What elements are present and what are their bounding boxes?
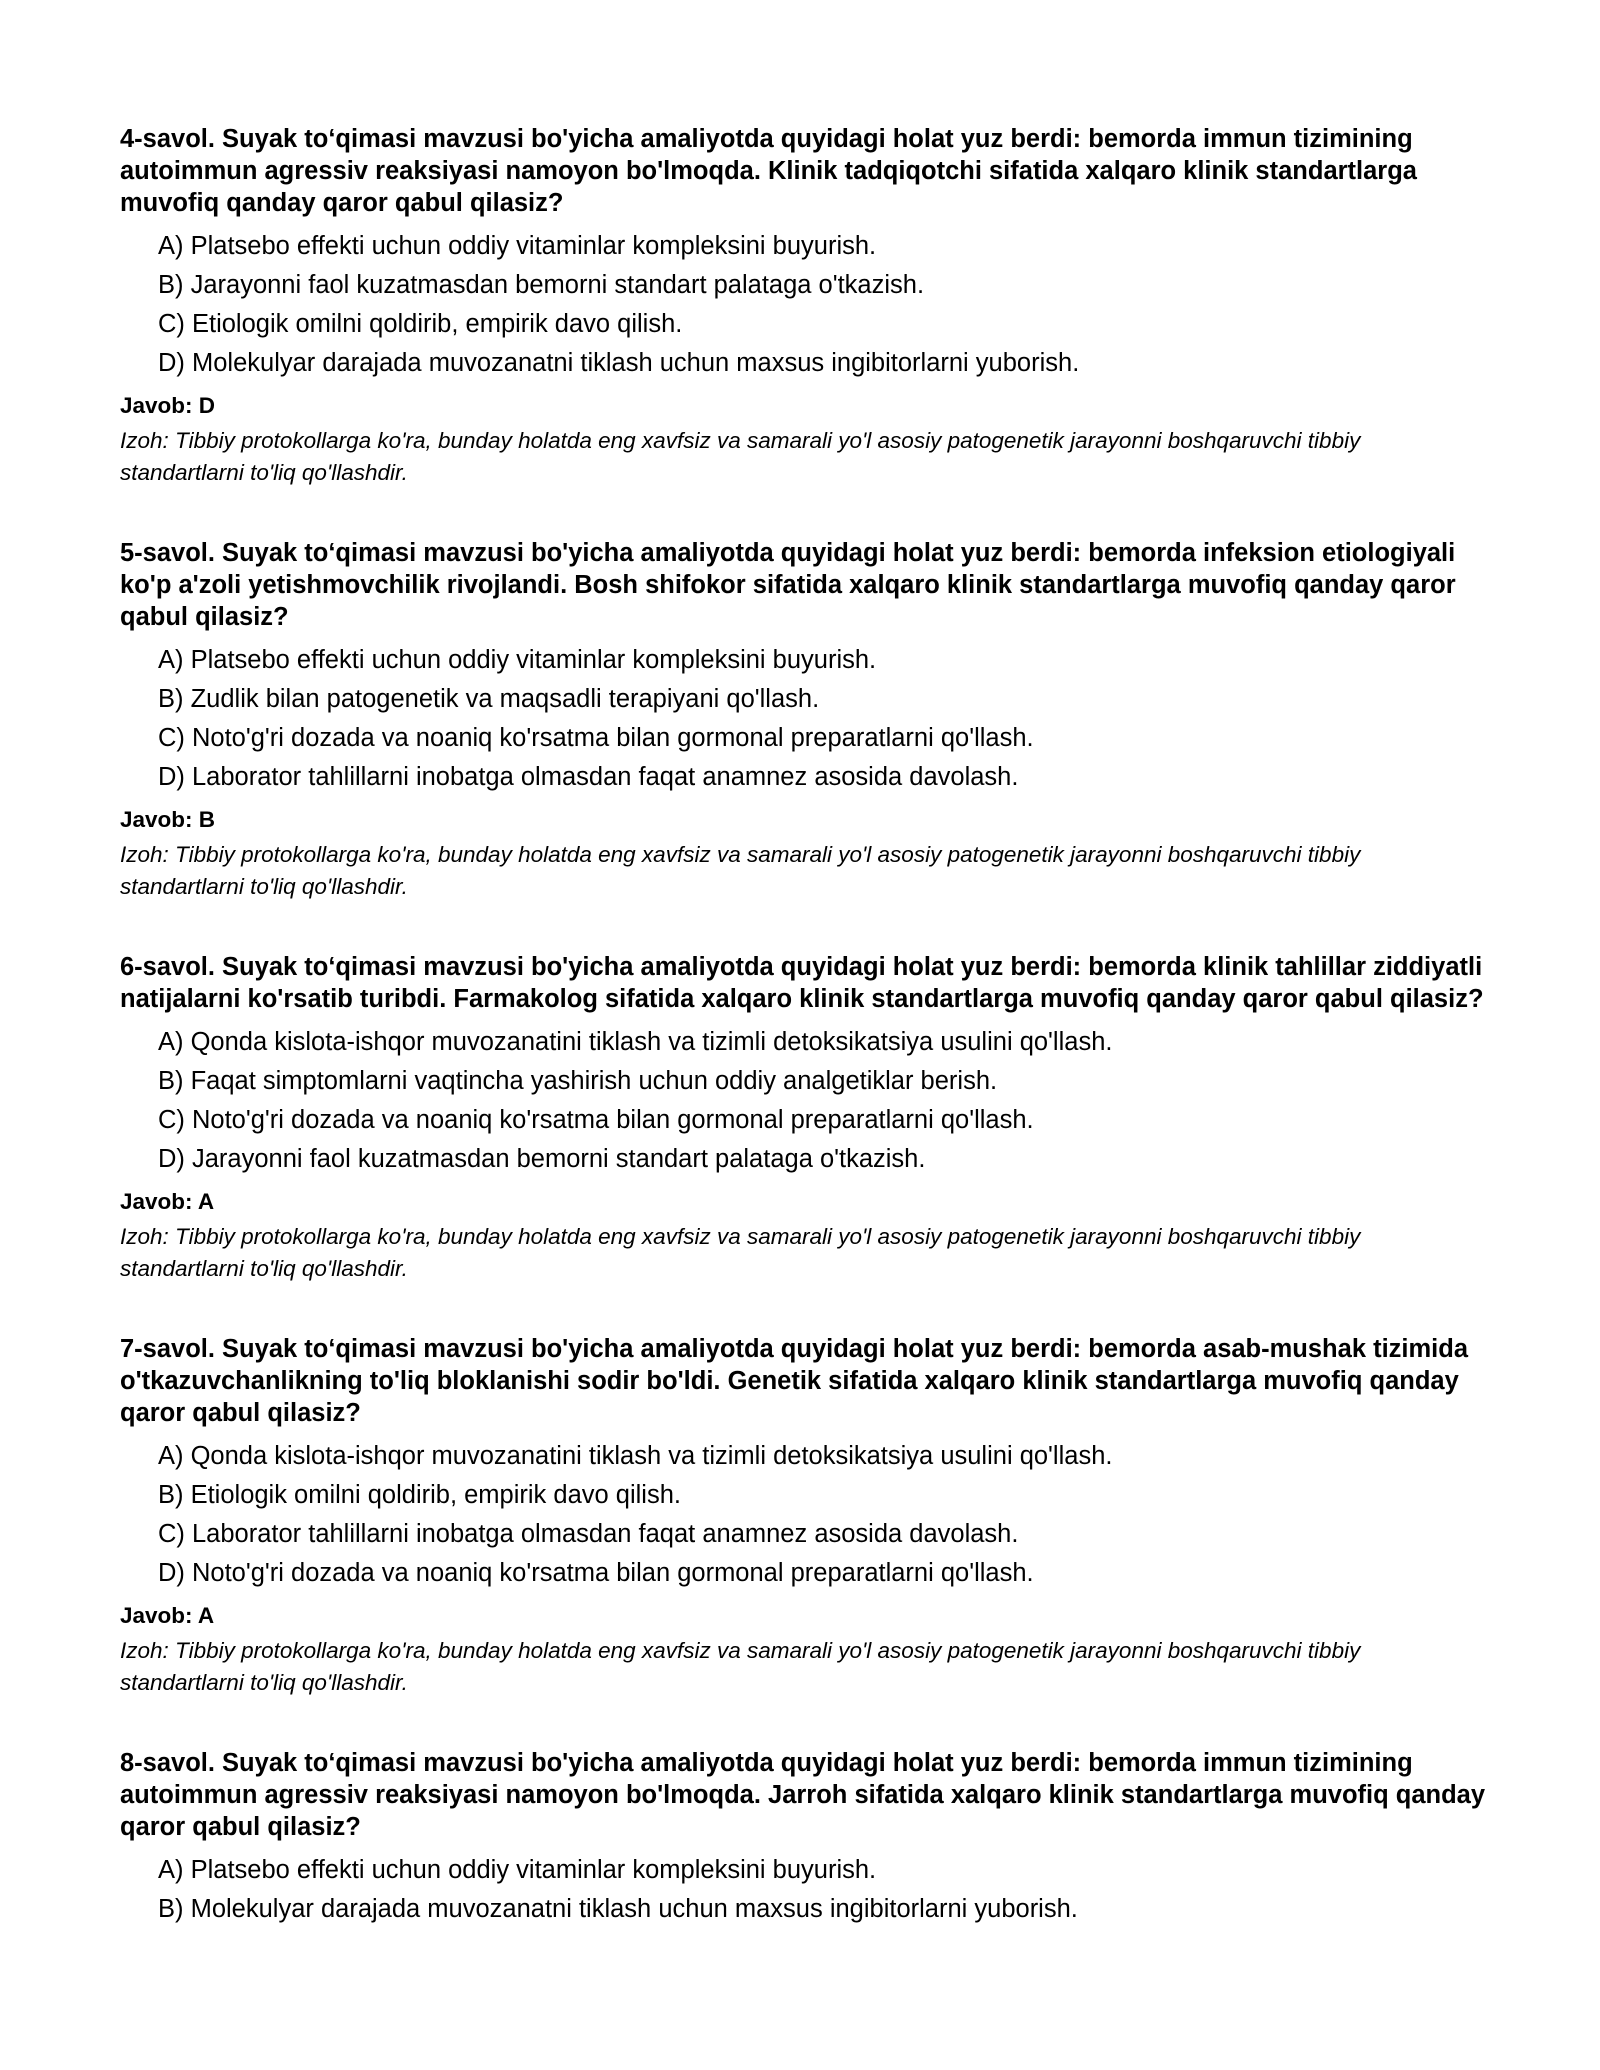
option-d: D) Noto'g'ri dozada va noaniq ko'rsatma bilan gormonal preparatlarni qo'llash. xyxy=(158,1559,1034,1587)
question-block xyxy=(120,537,1500,903)
option-a: A) Qonda kislota-ishqor muvozanatini tiklash va tizimli detoksikatsiya usulini qo'llash. xyxy=(158,1028,1113,1056)
explanation-note: Izoh: Tibbiy protokollarga ko'ra, bunday holatda eng xavfsiz va samarali yo'l asosiy patogenetik jarayonni boshqaruvchi tibbiy standartlarni to'liq qo'llashdir. xyxy=(120,1224,1361,1281)
question-block xyxy=(120,123,1500,489)
question-block xyxy=(120,1333,1500,1699)
option-a: A) Platsebo effekti uchun oddiy vitaminlar kompleksini buyurish. xyxy=(158,232,877,260)
answer-label: Javob: A xyxy=(120,1603,215,1628)
explanation-note: Izoh: Tibbiy protokollarga ko'ra, bunday holatda eng xavfsiz va samarali yo'l asosiy patogenetik jarayonni boshqaruvchi tibbiy standartlarni to'liq qo'llashdir. xyxy=(120,842,1361,899)
option-b: B) Faqat simptomlarni vaqtincha yashirish uchun oddiy analgetiklar berish. xyxy=(158,1067,998,1095)
option-b: B) Zudlik bilan patogenetik va maqsadli terapiyani qo'llash. xyxy=(158,685,820,713)
option-a: A) Qonda kislota-ishqor muvozanatini tiklash va tizimli detoksikatsiya usulini qo'llash. xyxy=(158,1442,1113,1470)
options-list xyxy=(120,1023,1500,1179)
option-d: D) Laborator tahlillarni inobatga olmasdan faqat anamnez asosida davolash. xyxy=(158,763,1019,791)
option-c: C) Etiologik omilni qoldirib, empirik davo qilish. xyxy=(158,310,683,338)
question-title: 8-savol. Suyak to‘qimasi mavzusi bo'yicha amaliyotda quyidagi holat yuz berdi: bemorda immun tizimining autoimmun agressiv reaksiyasi namoyon bo'lmoqda. Jarroh sifatida xalqaro klinik standartlarga muvofiq qanday qaror qabul qilasiz? xyxy=(120,1749,1486,1841)
question-block xyxy=(120,1747,1500,1929)
option-b: B) Etiologik omilni qoldirib, empirik davo qilish. xyxy=(158,1481,681,1509)
options-list xyxy=(120,227,1500,383)
answer-label: Javob: B xyxy=(120,807,216,832)
document-page xyxy=(120,123,1500,1977)
answer-label: Javob: A xyxy=(120,1189,215,1214)
question-title: 4-savol. Suyak to‘qimasi mavzusi bo'yicha amaliyotda quyidagi holat yuz berdi: bemorda immun tizimining autoimmun agressiv reaksiyasi namoyon bo'lmoqda. Klinik tadqiqotchi sifatida xalqaro klinik standartlarga muvofiq qanday qaror qabul qilasiz? xyxy=(120,125,1417,217)
option-d: D) Jarayonni faol kuzatmasdan bemorni standart palataga o'tkazish. xyxy=(158,1145,926,1173)
options-list xyxy=(120,641,1500,797)
explanation-note: Izoh: Tibbiy protokollarga ko'ra, bunday holatda eng xavfsiz va samarali yo'l asosiy patogenetik jarayonni boshqaruvchi tibbiy standartlarni to'liq qo'llashdir. xyxy=(120,428,1361,485)
option-c: C) Noto'g'ri dozada va noaniq ko'rsatma bilan gormonal preparatlarni qo'llash. xyxy=(158,724,1034,752)
option-c: C) Laborator tahlillarni inobatga olmasdan faqat anamnez asosida davolash. xyxy=(158,1520,1019,1548)
question-block xyxy=(120,951,1500,1285)
question-title: 5-savol. Suyak to‘qimasi mavzusi bo'yicha amaliyotda quyidagi holat yuz berdi: bemorda infeksion etiologiyali ko'p a'zoli yetishmovchilik rivojlandi. Bosh shifokor sifatida xalqaro klinik standartlarga muvofiq qanday qaror qabul qilasiz? xyxy=(120,539,1456,631)
question-title: 6-savol. Suyak to‘qimasi mavzusi bo'yicha amaliyotda quyidagi holat yuz berdi: bemorda klinik tahlillar ziddiyatli natijalarni ko'rsatib turibdi. Farmakolog sifatida xalqaro klinik standartlarga muvofiq qanday qaror qabul qilasiz? xyxy=(120,953,1484,1013)
option-c: C) Noto'g'ri dozada va noaniq ko'rsatma bilan gormonal preparatlarni qo'llash. xyxy=(158,1106,1034,1134)
question-title: 7-savol. Suyak to‘qimasi mavzusi bo'yicha amaliyotda quyidagi holat yuz berdi: bemorda asab-mushak tizimida o'tkazuvchanlikning to'liq bloklanishi sodir bo'ldi. Genetik sifatida xalqaro klinik standartlarga muvofiq qanday qaror qabul qilasiz? xyxy=(120,1335,1469,1427)
options-list xyxy=(120,1851,1500,1929)
option-b: B) Jarayonni faol kuzatmasdan bemorni standart palataga o'tkazish. xyxy=(158,271,925,299)
option-b: B) Molekulyar darajada muvozanatni tiklash uchun maxsus ingibitorlarni yuborish. xyxy=(158,1895,1078,1923)
options-list xyxy=(120,1437,1500,1593)
option-a: A) Platsebo effekti uchun oddiy vitaminlar kompleksini buyurish. xyxy=(158,646,877,674)
option-d: D) Molekulyar darajada muvozanatni tiklash uchun maxsus ingibitorlarni yuborish. xyxy=(158,349,1080,377)
option-a: A) Platsebo effekti uchun oddiy vitaminlar kompleksini buyurish. xyxy=(158,1856,877,1884)
answer-label: Javob: D xyxy=(120,393,216,418)
explanation-note: Izoh: Tibbiy protokollarga ko'ra, bunday holatda eng xavfsiz va samarali yo'l asosiy patogenetik jarayonni boshqaruvchi tibbiy standartlarni to'liq qo'llashdir. xyxy=(120,1638,1361,1695)
